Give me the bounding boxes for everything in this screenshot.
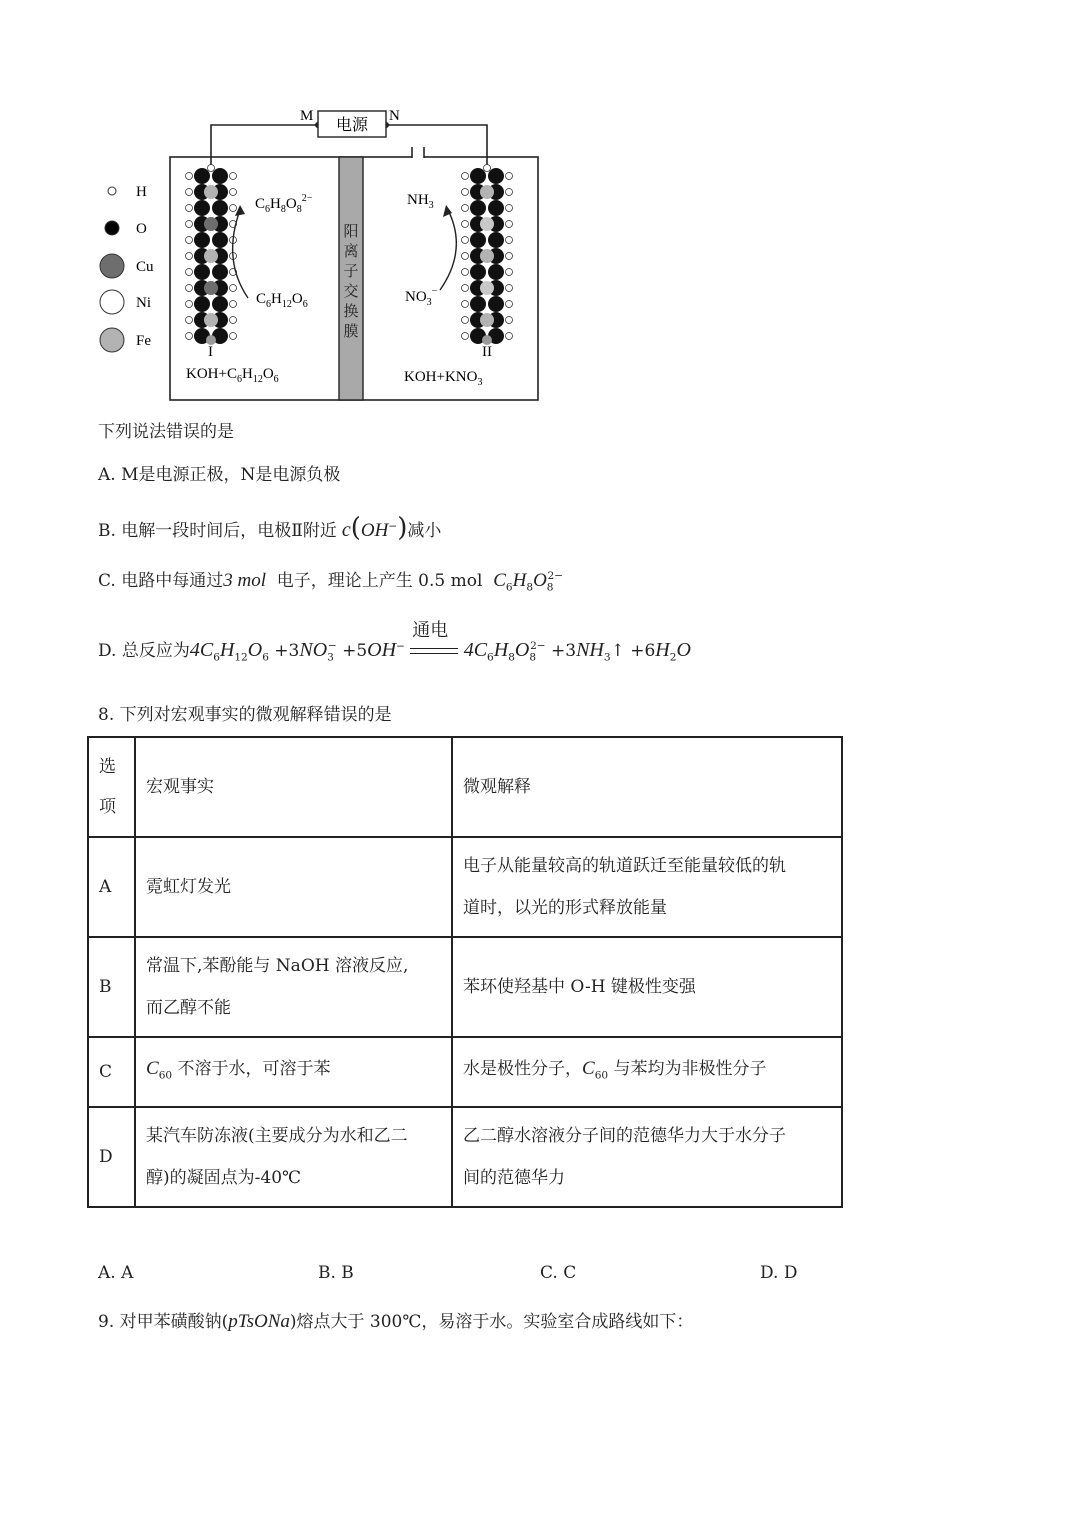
h-atom (230, 189, 237, 196)
h-atom (230, 301, 237, 308)
metal-atom (480, 185, 494, 199)
power-source-label: 电源 (335, 115, 369, 134)
metal-atom (480, 249, 494, 263)
o-atom (488, 168, 504, 184)
h-atom (186, 317, 193, 324)
explanation-cell: 电子从能量较高的轨道跃迁至能量较低的轨 道时，以光的形式释放能量 (452, 837, 842, 937)
option-cell: D (88, 1107, 135, 1207)
table-header-row (88, 737, 842, 837)
explanation-cell: 苯环使羟基中 O-H 键极性变强 (452, 937, 842, 1037)
h-atom (186, 205, 193, 212)
h-atom (506, 173, 513, 180)
h-atom (230, 205, 237, 212)
h-atom (462, 237, 469, 244)
legend-label: Ni (136, 295, 151, 311)
membrane-char: 交 (343, 282, 359, 300)
metal-atom (480, 281, 494, 295)
h-atom (462, 285, 469, 292)
h-atom (230, 333, 237, 340)
o-atom (212, 168, 228, 184)
metal-atom (204, 249, 218, 263)
h-atom (506, 221, 513, 228)
electrode-ii-label: II (482, 344, 492, 360)
h-atom (462, 253, 469, 260)
legend-atom-fe (100, 328, 124, 352)
terminal-node (484, 165, 491, 172)
left-reactant-label: $C_6H_{12}O_6$ (256, 291, 308, 310)
membrane-char: 换 (343, 302, 359, 320)
o-atom (488, 296, 504, 312)
q7-stem: 下列说法错误的是 (98, 422, 234, 442)
o-atom (212, 264, 228, 280)
option-cell: B (88, 937, 135, 1037)
metal-atom (480, 313, 494, 327)
h-atom (462, 205, 469, 212)
o-atom (194, 200, 210, 216)
right-reactant-label: $NO_3^-$ (405, 286, 438, 308)
electrolysis-diagram (0, 0, 1080, 410)
h-atom (462, 317, 469, 324)
metal-atom (204, 281, 218, 295)
q7-option-b: B. 电解一段时间后，电极Ⅱ附近 c(OH−)减小 (98, 513, 442, 543)
legend-atom-ni (100, 290, 124, 314)
o-atom (470, 232, 486, 248)
fact-cell: $C_{60}$ 不溶于水，可溶于苯 (135, 1037, 452, 1107)
fact-cell: 霓虹灯发光 (135, 837, 452, 937)
h-atom (186, 285, 193, 292)
o-atom (212, 232, 228, 248)
electrode-ii-lattice (462, 165, 513, 346)
h-atom (230, 317, 237, 324)
h-atom (186, 253, 193, 260)
right-solution-label: $KOH+KNO_3$ (404, 369, 483, 388)
h-atom (506, 205, 513, 212)
q7-option-c: C. 电路中每通过3 mol 电子，理论上产生 0.5 mol $C_6H_8O_8^{2-}$ (98, 570, 564, 594)
choice-b[interactable]: B. B (318, 1263, 354, 1283)
table-row (88, 937, 842, 1037)
explanation-cell: 乙二醇水溶液分子间的范德华力大于水分子 间的范德华力 (452, 1107, 842, 1207)
right-product-label: $NH_3$ (407, 192, 434, 211)
h-atom (186, 189, 193, 196)
atom-legend (100, 184, 154, 352)
h-atom (462, 173, 469, 180)
h-atom (230, 285, 237, 292)
h-atom (506, 285, 513, 292)
header-option: 选 项 (88, 737, 135, 837)
o-atom (194, 168, 210, 184)
choice-a[interactable]: A. A (98, 1263, 134, 1283)
o-atom (212, 296, 228, 312)
legend-atom-h (108, 187, 116, 195)
h-atom (186, 301, 193, 308)
choice-c[interactable]: C. C (540, 1263, 577, 1283)
legend-atom-o (105, 221, 119, 235)
h-atom (506, 333, 513, 340)
metal-atom (204, 185, 218, 199)
left-solution-label: $KOH+C_6H_{12}O_6$ (186, 366, 279, 385)
q8-stem: 8. 下列对宏观事实的微观解释错误的是 (98, 705, 392, 725)
legend-label: Cu (136, 259, 154, 275)
membrane-char: 离 (343, 242, 359, 260)
q7-option-a: A. M是电源正极，N是电源负极 (98, 465, 341, 485)
legend-label: Fe (136, 333, 151, 349)
table-row (88, 1107, 842, 1207)
o-atom (470, 200, 486, 216)
metal-atom (204, 217, 218, 231)
h-atom (462, 189, 469, 196)
o-atom (194, 264, 210, 280)
h-atom (186, 173, 193, 180)
o-atom (470, 264, 486, 280)
h-atom (230, 173, 237, 180)
option-cell: A (88, 837, 135, 937)
explanation-cell: 水是极性分子，$C_{60}$ 与苯均为非极性分子 (452, 1037, 842, 1107)
electrode-i-label: I (208, 344, 213, 360)
h-atom (506, 317, 513, 324)
legend-label: H (136, 184, 147, 200)
legend-atom-cu (100, 254, 124, 278)
left-product-label: $C_6H_8O_8^{2-}$ (255, 193, 313, 215)
h-atom (506, 269, 513, 276)
o-atom (470, 296, 486, 312)
right-reaction-arrow (440, 210, 456, 290)
h-atom (186, 269, 193, 276)
terminal-n: N (389, 108, 400, 124)
terminal-node (208, 165, 215, 172)
q8-table (87, 736, 843, 1208)
o-atom (212, 200, 228, 216)
o-atom (470, 168, 486, 184)
membrane-char: 膜 (343, 322, 359, 340)
h-atom (186, 237, 193, 244)
table-row (88, 1037, 842, 1107)
metal-atom (204, 313, 218, 327)
h-atom (506, 237, 513, 244)
o-atom (488, 200, 504, 216)
header-fact: 宏观事实 (135, 737, 452, 837)
option-cell: C (88, 1037, 135, 1107)
h-atom (462, 221, 469, 228)
fact-cell: 常温下,苯酚能与 NaOH 溶液反应, 而乙醇不能 (135, 937, 452, 1037)
table-row (88, 837, 842, 937)
h-atom (506, 301, 513, 308)
o-atom (488, 232, 504, 248)
q9-stem: 9. 对甲苯磺酸钠(pTsONa)熔点大于 300℃，易溶于水。实验室合成路线如下： (98, 1311, 694, 1332)
h-atom (462, 301, 469, 308)
legend-label: O (136, 221, 147, 237)
o-atom (194, 296, 210, 312)
o-atom (194, 232, 210, 248)
electrode-i-lattice (186, 165, 237, 346)
q7-option-d: D. 总反应为$4C_6H_{12}O_6 +3NO_3^- +5OH^-$ 通电 $4C_6H_8O_8^{2-}$ $+3NH_3↑ +6H_2O$ (98, 619, 691, 664)
choice-d[interactable]: D. D (760, 1263, 798, 1283)
fact-cell: 某汽车防冻液(主要成分为水和乙二 醇)的凝固点为-40℃ (135, 1107, 452, 1207)
h-atom (186, 221, 193, 228)
terminal-m: M (300, 108, 314, 124)
header-explanation: 微观解释 (452, 737, 842, 837)
h-atom (462, 269, 469, 276)
reaction-condition: 通电 (412, 619, 449, 641)
o-atom (488, 264, 504, 280)
h-atom (462, 333, 469, 340)
h-atom (506, 253, 513, 260)
metal-atom (480, 217, 494, 231)
membrane-char: 子 (343, 262, 359, 280)
h-atom (506, 189, 513, 196)
h-atom (186, 333, 193, 340)
membrane-char: 阳 (343, 222, 359, 240)
